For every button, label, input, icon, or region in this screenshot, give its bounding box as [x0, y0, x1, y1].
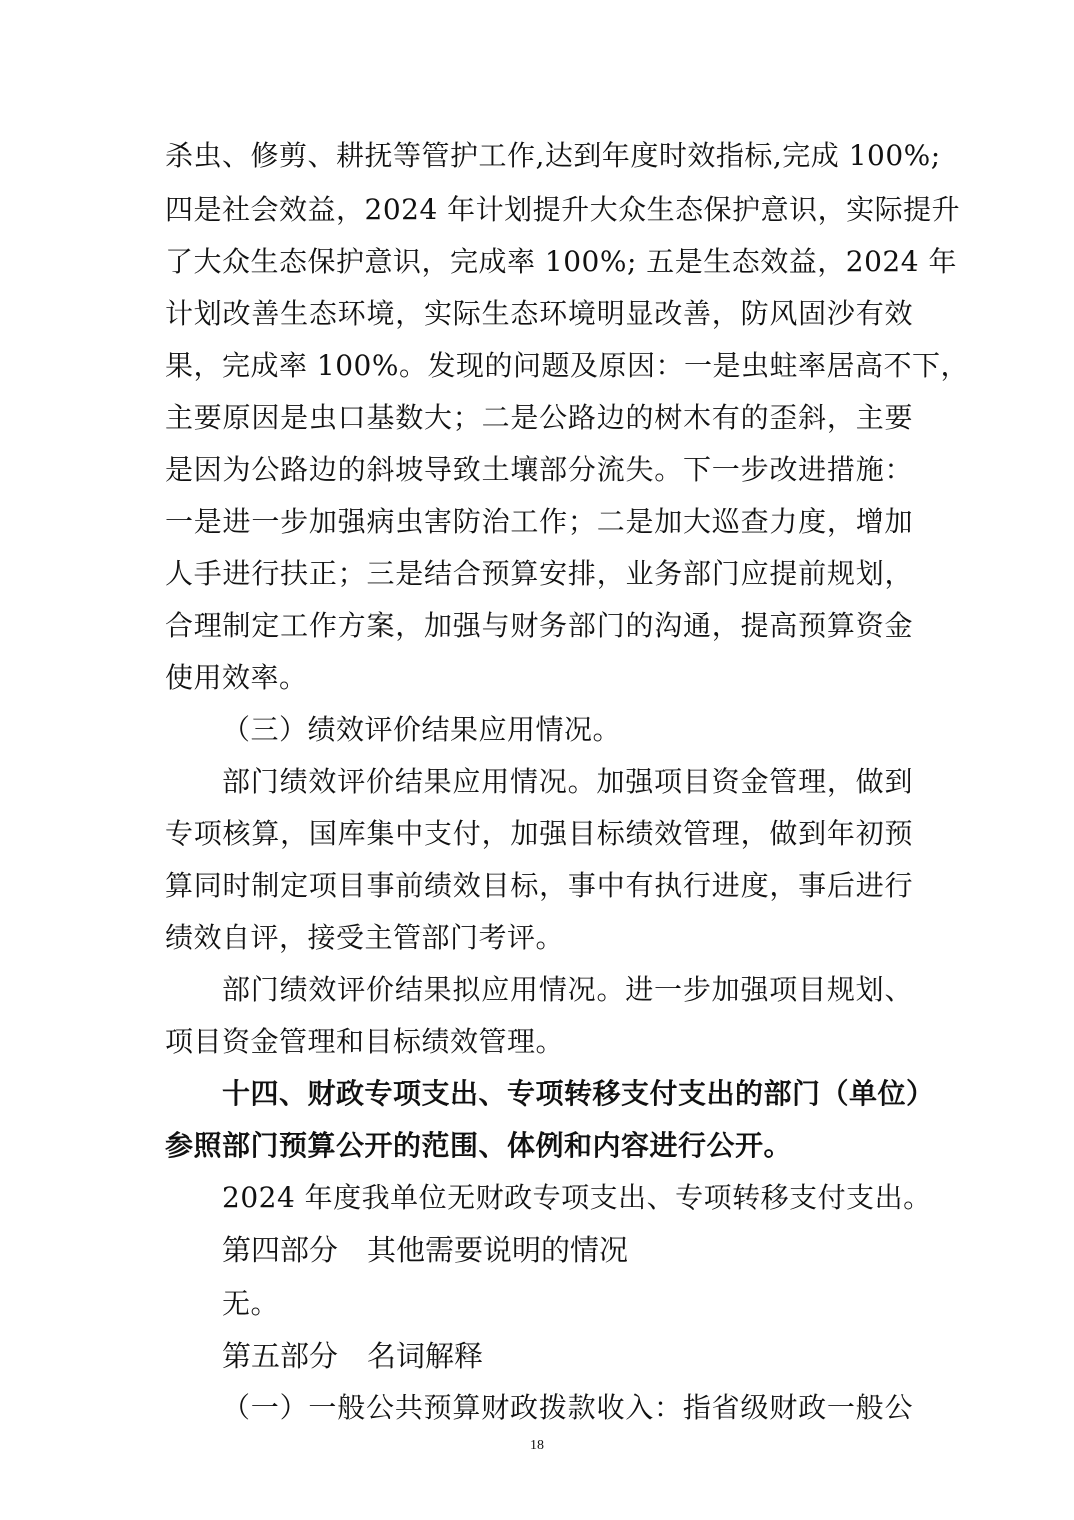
- paragraph-line: 算同时制定项目事前绩效目标，事中有执行进度，事后进行: [165, 869, 913, 902]
- body-line: 杀虫、修剪、耕抚等管护工作,达到年度时效指标,完成 100%;: [165, 139, 941, 172]
- part-title: 第四部分 其他需要说明的情况: [222, 1233, 629, 1267]
- body-line: 一是进一步加强病虫害防治工作；二是加大巡查力度，增加: [165, 505, 913, 538]
- section-heading: 十四、财政专项支出、专项转移支付支出的部门（单位）: [222, 1077, 935, 1110]
- paragraph-line: 项目资金管理和目标绩效管理。: [165, 1025, 565, 1058]
- body-line: 果，完成率 100%。发现的问题及原因：一是虫蛀率居高不下，: [165, 349, 969, 382]
- body-line: 合理制定工作方案，加强与财务部门的沟通，提高预算资金: [165, 609, 913, 642]
- section-text: 2024 年度我单位无财政专项支出、专项转移支付支出。: [222, 1181, 932, 1214]
- paragraph-line: 绩效自评，接受主管部门考评。: [165, 921, 565, 954]
- part-title: 第五部分 名词解释: [222, 1339, 484, 1373]
- section-heading: 参照部门预算公开的范围、体例和内容进行公开。: [165, 1129, 793, 1162]
- body-line: 四是社会效益，2024 年计划提升大众生态保护意识，实际提升: [165, 193, 961, 226]
- definition-item: （一）一般公共预算财政拨款收入：指省级财政一般公: [222, 1391, 913, 1424]
- body-line: 人手进行扶正；三是结合预算安排，业务部门应提前规划，: [165, 557, 913, 590]
- body-line: 使用效率。: [165, 661, 308, 694]
- body-line: 计划改善生态环境，实际生态环境明显改善，防风固沙有效: [165, 297, 913, 330]
- paragraph-line: 部门绩效评价结果拟应用情况。进一步加强项目规划、: [222, 973, 913, 1006]
- body-line: 是因为公路边的斜坡导致土壤部分流失。下一步改进措施：: [165, 453, 913, 486]
- body-line: 了大众生态保护意识，完成率 100%; 五是生态效益，2024 年: [165, 245, 957, 278]
- body-line: 主要原因是虫口基数大；二是公路边的树木有的歪斜，主要: [165, 401, 913, 434]
- part-text: 无。: [222, 1287, 280, 1320]
- paragraph-line: 部门绩效评价结果应用情况。加强项目资金管理，做到: [222, 765, 913, 798]
- paragraph-line: 专项核算，国库集中支付，加强目标绩效管理，做到年初预: [165, 817, 913, 850]
- subheading: （三）绩效评价结果应用情况。: [222, 713, 622, 746]
- page-number: 18: [530, 1438, 544, 1453]
